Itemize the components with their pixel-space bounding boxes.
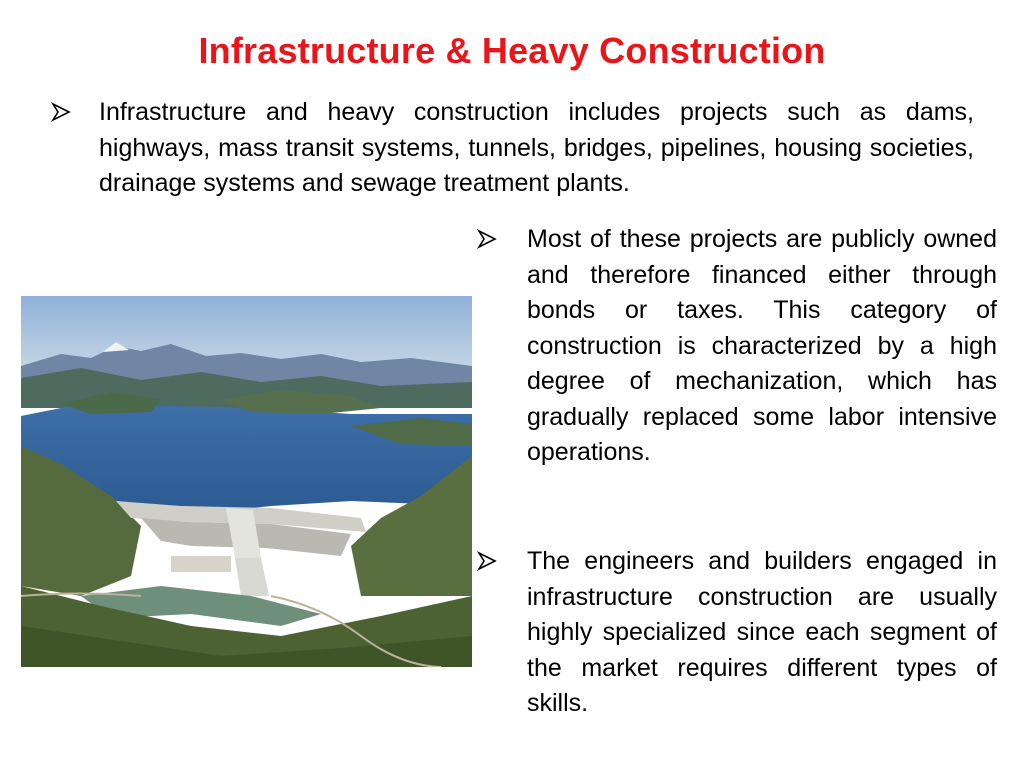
dam-reservoir-illustration	[21, 296, 472, 667]
arrow-bullet-icon	[476, 550, 498, 572]
slide-title: Infrastructure & Heavy Construction	[198, 30, 826, 71]
bullet-text-2: Most of these projects are publicly owned and therefore financed either through bonds or taxes. This category of construction is characterized by a high degree of mechanization, which has gradually replaced some labor intensive operations.	[527, 225, 997, 466]
bullet-item-2	[476, 222, 997, 471]
bullet-item-1	[50, 95, 974, 202]
dam-photo	[21, 296, 472, 667]
bullet-item-3	[476, 544, 997, 722]
arrow-bullet-icon	[50, 101, 72, 123]
bullet-text-3: The engineers and builders engaged in infrastructure construction are usually highly specialized since each segment of the market requires different types of skills.	[527, 547, 997, 717]
arrow-bullet-icon	[476, 228, 498, 250]
bullet-text-1: Infrastructure and heavy construction includes projects such as dams, highways, mass transit systems, tunnels, bridges, pipelines, housing societies, drainage systems and sewage treatment plants.	[99, 98, 974, 197]
